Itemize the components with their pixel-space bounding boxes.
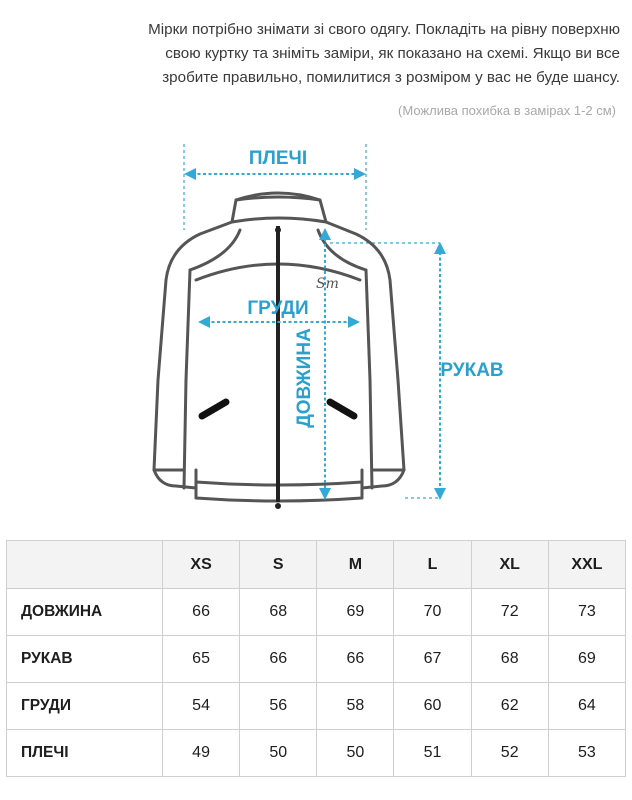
size-header-s: S [240, 541, 317, 589]
brand-logo: Sm [316, 276, 339, 292]
size-header-xxl: XXL [548, 541, 625, 589]
shoulders-arrow [184, 168, 366, 180]
table-cell: 64 [548, 683, 625, 730]
size-header-xl: XL [471, 541, 548, 589]
intro-text [14, 18, 620, 90]
row-label-sleeve: РУКАВ [7, 636, 163, 683]
table-cell: 49 [163, 730, 240, 777]
table-cell: 65 [163, 636, 240, 683]
table-cell: 53 [548, 730, 625, 777]
table-cell: 66 [163, 589, 240, 636]
table-row-sleeve [7, 636, 626, 683]
table-cell: 50 [240, 730, 317, 777]
table-cell: 73 [548, 589, 625, 636]
size-header-xs: XS [163, 541, 240, 589]
table-corner-cell [7, 541, 163, 589]
length-label: ДОВЖИНА [294, 328, 315, 428]
table-cell: 69 [317, 589, 394, 636]
table-cell: 60 [394, 683, 471, 730]
row-label-shoulders: ПЛЕЧІ [7, 730, 163, 777]
size-header-l: L [394, 541, 471, 589]
table-cell: 54 [163, 683, 240, 730]
measurement-error-note: (Можлива похибка в замірах 1-2 см) [398, 103, 616, 118]
table-cell: 56 [240, 683, 317, 730]
row-label-length: ДОВЖИНА [7, 589, 163, 636]
table-row-chest [7, 683, 626, 730]
table-cell: 68 [471, 636, 548, 683]
table-cell: 52 [471, 730, 548, 777]
table-cell: 51 [394, 730, 471, 777]
table-cell: 50 [317, 730, 394, 777]
intro-line-3: зробите правильно, помилитися з розміром у вас не буде шансу. [162, 69, 620, 86]
intro-line-2: свою куртку та зніміть заміри, як показано на схемі. Якщо ви все [165, 45, 620, 62]
table-cell: 72 [471, 589, 548, 636]
size-header-m: M [317, 541, 394, 589]
table-cell: 67 [394, 636, 471, 683]
table-cell: 68 [240, 589, 317, 636]
intro-line-1: Мірки потрібно знімати зі свого одягу. Покладіть на рівну поверхню [148, 21, 620, 38]
table-cell: 66 [317, 636, 394, 683]
row-label-chest: ГРУДИ [7, 683, 163, 730]
table-cell: 66 [240, 636, 317, 683]
jacket-outline [154, 193, 404, 509]
table-cell: 70 [394, 589, 471, 636]
table-cell: 62 [471, 683, 548, 730]
chest-label: ГРУДИ [247, 298, 309, 319]
shoulders-label: ПЛЕЧІ [248, 148, 308, 169]
table-cell: 69 [548, 636, 625, 683]
table-row-shoulders [7, 730, 626, 777]
size-header-row [7, 541, 626, 589]
jacket-measurement-diagram [0, 130, 632, 530]
size-chart-table [6, 540, 626, 777]
table-cell: 58 [317, 683, 394, 730]
sleeve-label: РУКАВ [440, 360, 504, 381]
table-row-length [7, 589, 626, 636]
